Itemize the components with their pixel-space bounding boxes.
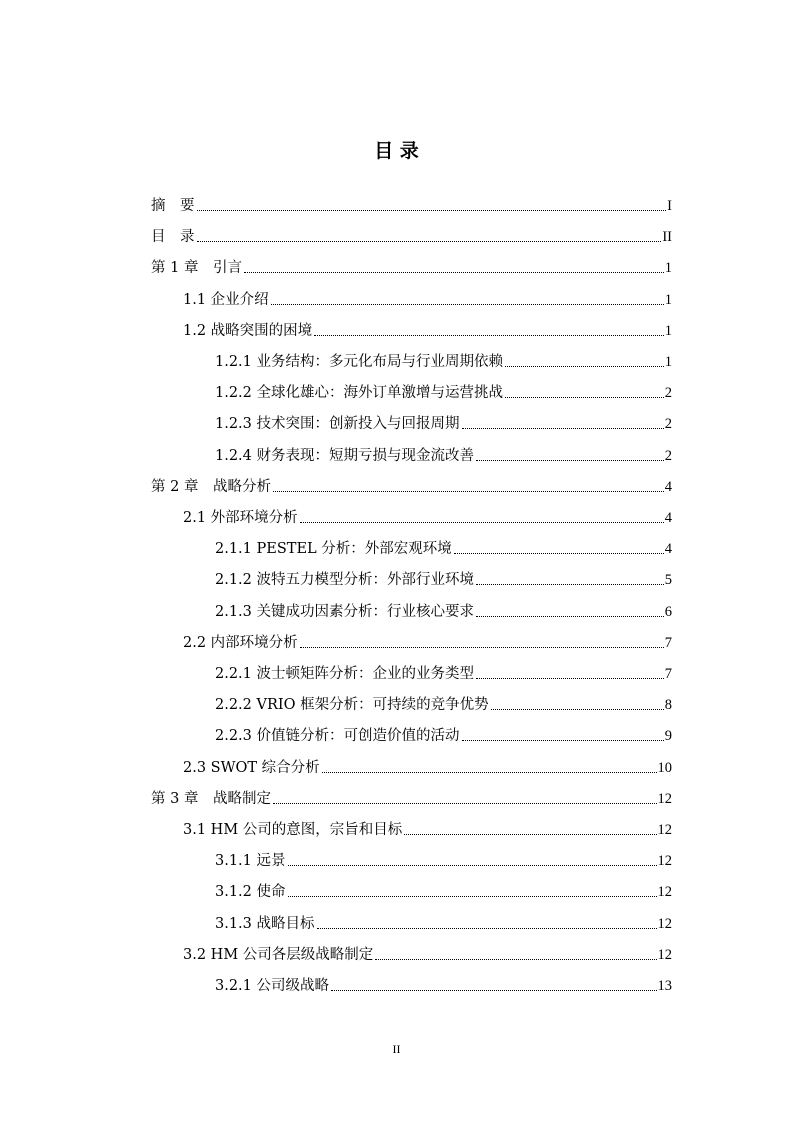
toc-entry-page: 12 xyxy=(657,947,672,963)
toc-leader-dots xyxy=(462,740,664,741)
toc-entry-label: 3.1.1 远景 xyxy=(215,853,286,869)
toc-entry[interactable] xyxy=(215,601,672,623)
toc-entry-page: 1 xyxy=(664,354,672,370)
toc-leader-dots xyxy=(331,990,656,991)
toc-entry-label: 3.2.1 公司级战略 xyxy=(215,978,330,994)
toc-entry[interactable] xyxy=(151,195,672,217)
toc-entry-label: 2.2.1 波士顿矩阵分析：企业的业务类型 xyxy=(215,666,475,682)
toc-entry-page: 2 xyxy=(664,416,672,432)
toc-entry-page: 2 xyxy=(664,448,672,464)
toc-entry-label: 2.2.2 VRIO 框架分析：可持续的竞争优势 xyxy=(215,697,489,713)
toc-entry-page: 12 xyxy=(657,853,672,869)
toc-entry[interactable] xyxy=(215,413,672,435)
toc-leader-dots xyxy=(462,428,664,429)
toc-entry-label: 2.2.3 价值链分析：可创造价值的活动 xyxy=(215,728,460,744)
toc-entry[interactable] xyxy=(183,632,672,654)
toc-entry-page: 12 xyxy=(657,884,672,900)
toc-entry-label: 1.2.3 技术突围：创新投入与回报周期 xyxy=(215,416,460,432)
toc-leader-dots xyxy=(271,304,664,305)
toc-entry[interactable] xyxy=(183,944,672,966)
toc-entry-page: II xyxy=(662,229,672,245)
toc-entry[interactable] xyxy=(215,538,672,560)
toc-leader-dots xyxy=(476,678,664,679)
toc-leader-dots xyxy=(404,834,656,835)
toc-entry[interactable] xyxy=(183,819,672,841)
toc-entry[interactable] xyxy=(215,913,672,935)
toc-entry-label: 1.2.4 财务表现：短期亏损与现金流改善 xyxy=(215,448,475,464)
toc-entry-page: 7 xyxy=(664,635,672,651)
toc-entry-page: 12 xyxy=(657,822,672,838)
toc-entry[interactable] xyxy=(215,351,672,373)
toc-entry-label: 摘 要 xyxy=(151,198,195,214)
toc-leader-dots xyxy=(314,335,664,336)
toc-entry-page: 9 xyxy=(664,728,672,744)
toc-entry-label: 2.1.3 关键成功因素分析：行业核心要求 xyxy=(215,604,475,620)
page-title-text: 目 录 xyxy=(374,140,419,162)
toc-entry-label: 2.2 内部环境分析 xyxy=(183,635,298,651)
toc-entry-label: 1.2.1 业务结构：多元化布局与行业周期依赖 xyxy=(215,354,504,370)
toc-leader-dots xyxy=(505,366,664,367)
toc-entry[interactable] xyxy=(183,757,672,779)
toc-entry-page: 1 xyxy=(664,260,672,276)
toc-entry-page: 12 xyxy=(657,916,672,932)
page-title xyxy=(0,136,793,163)
toc-leader-dots xyxy=(317,928,657,929)
toc-entry[interactable] xyxy=(215,975,672,997)
toc-leader-dots xyxy=(322,772,657,773)
toc-entry-page: 4 xyxy=(664,479,672,495)
toc-leader-dots xyxy=(273,491,664,492)
toc-leader-dots xyxy=(288,865,657,866)
page-number-footer: II xyxy=(392,1042,401,1056)
toc-entry[interactable] xyxy=(215,725,672,747)
toc-leader-dots xyxy=(491,709,664,710)
toc-entry-label: 第 3 章 战略制定 xyxy=(151,791,271,807)
toc-entry[interactable] xyxy=(215,445,672,467)
toc-entry[interactable] xyxy=(215,694,672,716)
toc-entry[interactable] xyxy=(183,320,672,342)
toc-leader-dots xyxy=(505,397,664,398)
toc-entry-label: 3.2 HM 公司各层级战略制定 xyxy=(183,947,374,963)
toc-leader-dots xyxy=(454,553,664,554)
toc-entry-page: 12 xyxy=(657,791,672,807)
toc-entry-label: 2.1.1 PESTEL 分析：外部宏观环境 xyxy=(215,541,452,557)
toc-entry-page: 2 xyxy=(664,385,672,401)
toc-entry-label: 目 录 xyxy=(151,229,195,245)
toc-leader-dots xyxy=(197,241,662,242)
toc-entry-page: 6 xyxy=(664,604,672,620)
toc-entry[interactable] xyxy=(215,382,672,404)
toc-entry[interactable] xyxy=(183,507,672,529)
toc-entry-page: 4 xyxy=(664,541,672,557)
toc-entry-label: 第 2 章 战略分析 xyxy=(151,479,271,495)
toc-leader-dots xyxy=(476,584,664,585)
toc-entry-page: 4 xyxy=(664,510,672,526)
toc-entry-page: 8 xyxy=(664,697,672,713)
toc-leader-dots xyxy=(273,803,657,804)
toc-leader-dots xyxy=(244,272,664,273)
toc-entry[interactable] xyxy=(151,788,672,810)
toc-entry-page: 7 xyxy=(664,666,672,682)
toc-entry-page: I xyxy=(667,198,672,214)
toc-entry-page: 1 xyxy=(664,292,672,308)
toc-entry-label: 2.1.2 波特五力模型分析：外部行业环境 xyxy=(215,572,475,588)
toc-entry-page: 1 xyxy=(664,323,672,339)
toc-entry-label: 2.1 外部环境分析 xyxy=(183,510,298,526)
toc-entry-label: 1.1 企业介绍 xyxy=(183,292,269,308)
toc-entry-label: 3.1.3 战略目标 xyxy=(215,916,315,932)
toc-entry-label: 第 1 章 引言 xyxy=(151,260,242,276)
toc-leader-dots xyxy=(197,210,667,211)
toc-entry[interactable] xyxy=(215,569,672,591)
toc-entry-label: 1.2 战略突围的困境 xyxy=(183,323,313,339)
toc-entry[interactable] xyxy=(151,257,672,279)
toc-entry[interactable] xyxy=(151,226,672,248)
toc-leader-dots xyxy=(288,896,657,897)
toc-entry-page: 5 xyxy=(664,572,672,588)
toc-leader-dots xyxy=(300,522,664,523)
toc-entry[interactable] xyxy=(215,881,672,903)
toc-entry-label: 2.3 SWOT 综合分析 xyxy=(183,760,320,776)
toc-entry[interactable] xyxy=(215,663,672,685)
toc-leader-dots xyxy=(375,959,656,960)
toc-entry-page: 13 xyxy=(657,978,672,994)
toc-entry-label: 3.1.2 使命 xyxy=(215,884,286,900)
toc-entry[interactable] xyxy=(151,476,672,498)
toc-entry[interactable] xyxy=(215,850,672,872)
toc-leader-dots xyxy=(476,616,664,617)
toc-entry-label: 1.2.2 全球化雄心：海外订单激增与运营挑战 xyxy=(215,385,504,401)
toc-leader-dots xyxy=(300,647,664,648)
toc-entry-page: 10 xyxy=(657,760,672,776)
toc-entry-label: 3.1 HM 公司的意图，宗旨和目标 xyxy=(183,822,403,838)
toc-leader-dots xyxy=(476,460,664,461)
toc-entry[interactable] xyxy=(183,289,672,311)
